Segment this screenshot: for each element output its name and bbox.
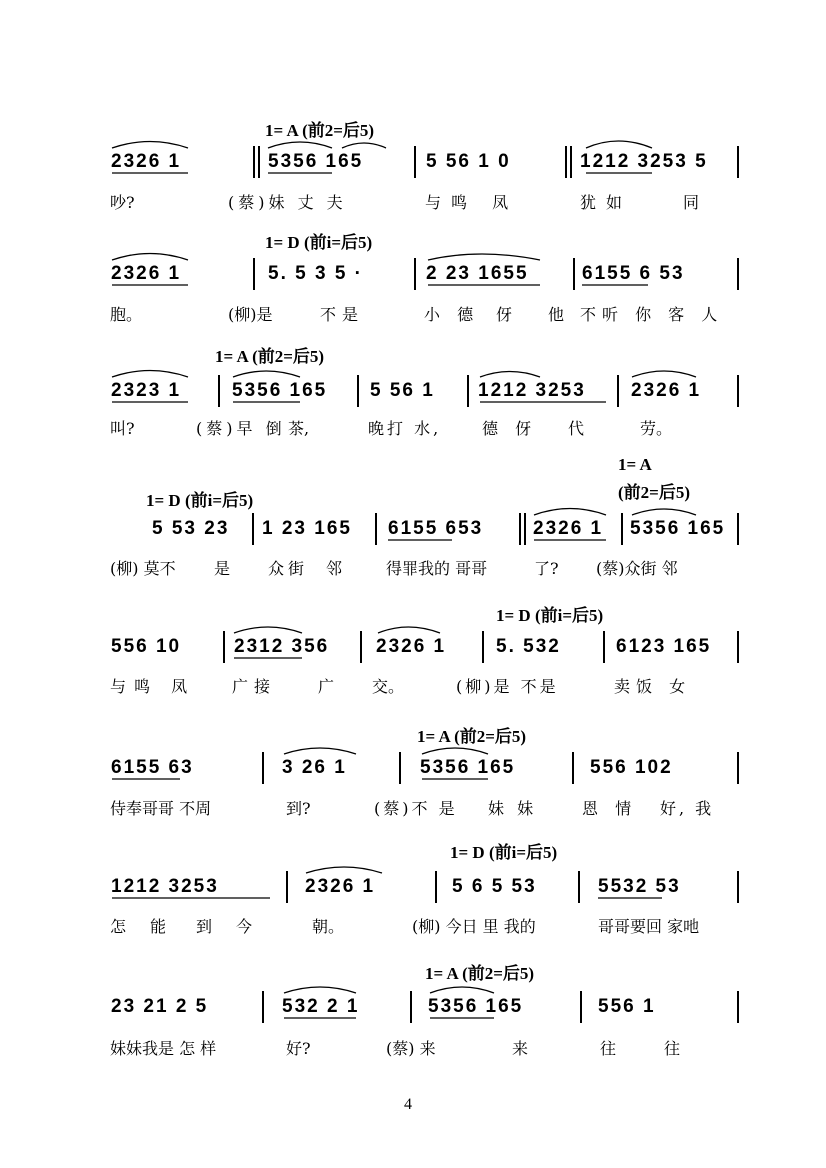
note-segment: 5356 165 — [428, 996, 524, 1017]
note-segment: 6155 63 — [111, 757, 194, 778]
note-segment: 1212 3253 — [478, 380, 586, 401]
lyric-line: (柳) 今日 里 我的 — [412, 917, 536, 936]
page-number: 4 — [404, 1096, 412, 1113]
note-segment: 2326 1 — [376, 636, 447, 657]
lyric-line: 与鸣 凤 — [110, 677, 196, 696]
lyric-line: 能 — [150, 917, 167, 936]
lyric-line: 今 — [236, 917, 253, 936]
note-segment: 6155 6 53 — [582, 263, 685, 284]
lyric-line: 好, 我 — [660, 799, 715, 818]
note-segment: 5 56 1 — [370, 380, 435, 401]
lyric-line: 同 — [683, 193, 700, 212]
lyric-line: 邻 — [326, 559, 343, 578]
lyric-line: 侍奉哥哥 不周 — [110, 799, 212, 818]
note-segment: 5 6 5 53 — [452, 876, 537, 897]
note-segment: 5. 532 — [496, 636, 561, 657]
lyric-line: 是 — [214, 559, 231, 578]
lyric-line: 恩 情 — [582, 799, 638, 818]
lyric-line: 与鸣 凤 — [425, 193, 519, 212]
key-signature: (前2=后5) — [618, 483, 691, 502]
lyric-line: 劳。 — [640, 419, 673, 438]
note-segment: 556 10 — [111, 636, 182, 657]
lyric-line: 哥哥要回 家吔 — [598, 917, 700, 936]
lyric-line: 妹 妹 — [488, 799, 538, 818]
lyric-line: 广 — [318, 677, 335, 696]
key-signature: 1= D (前i=后5) — [450, 843, 558, 862]
lyric-line: 小 德 — [424, 305, 480, 324]
lyric-line: 往 — [600, 1039, 617, 1058]
lyric-line: 得罪我的 哥哥 — [386, 559, 488, 578]
note-segment: 1212 3253 — [111, 876, 219, 897]
lyric-line: (蔡) 来 — [386, 1039, 436, 1058]
note-segment: 5356 165 — [630, 518, 726, 539]
lyric-line: 交。 — [372, 677, 405, 696]
key-signature: 1= D (前i=后5) — [265, 233, 373, 252]
lyric-line: 好? — [286, 1039, 311, 1058]
note-segment: 5 56 1 0 — [426, 151, 511, 172]
lyric-line: 伢 — [496, 305, 513, 324]
note-segment: 5 53 23 — [152, 518, 230, 539]
lyric-line: 广接 — [232, 677, 277, 696]
key-signature: 1= A (前2=后5) — [417, 727, 527, 746]
lyric-line: (蔡)妹 丈 夫 — [228, 193, 347, 212]
note-segment: 5356 165 — [420, 757, 516, 778]
note-segment: 5356 165 — [232, 380, 328, 401]
lyric-line: 众街 — [268, 559, 309, 578]
note-segment: 2312 356 — [234, 636, 330, 657]
lyric-line: 胞。 — [110, 305, 143, 324]
lyric-line: 妹妹我是 怎 样 — [110, 1039, 217, 1058]
lyric-line: 不是 — [320, 305, 365, 324]
note-segment: 2323 1 — [111, 380, 182, 401]
lyric-line: 犹如 — [580, 193, 633, 212]
lyric-line: 卖饭 女 — [614, 677, 692, 696]
note-segment: 1212 3253 5 — [580, 151, 708, 172]
key-signature: 1= D (前i=后5) — [496, 606, 604, 625]
lyric-line: 怎 — [110, 917, 127, 936]
note-segment: 1 23 165 — [262, 518, 352, 539]
note-segment: 2326 1 — [111, 263, 182, 284]
lyric-line: (蔡)不 是 — [374, 799, 458, 818]
lyric-line: (柳)是 — [228, 305, 273, 324]
note-segment: 6123 165 — [616, 636, 712, 657]
lyric-line: 代 — [568, 419, 585, 438]
lyric-line: 到? — [286, 799, 311, 818]
lyric-line: 到 — [196, 917, 213, 936]
note-segment: 5. 5 3 5 · — [268, 263, 363, 284]
lyric-line: 德 伢 — [482, 419, 538, 438]
key-signature: 1= A (前2=后5) — [265, 121, 375, 140]
lyric-line: (柳)是 不是 — [456, 677, 559, 696]
note-segment: 556 1 — [598, 996, 656, 1017]
lyric-line: (蔡)早 倒 — [196, 419, 286, 438]
lyric-line: 了? — [534, 559, 559, 578]
key-signature: 1= A (前2=后5) — [215, 347, 325, 366]
lyric-line: (蔡)众街 邻 — [596, 559, 678, 578]
lyric-line: 往 — [664, 1039, 681, 1058]
lyric-line: 不听 你 客 人 — [580, 305, 724, 324]
note-segment: 2326 1 — [533, 518, 604, 539]
note-segment: 556 102 — [590, 757, 673, 778]
key-signature: 1= A — [618, 455, 652, 474]
note-segment: 3 26 1 — [282, 757, 347, 778]
note-segment: 23 21 2 5 — [111, 996, 209, 1017]
lyric-line: 茶, — [288, 419, 310, 438]
lyric-line: 他 — [548, 305, 565, 324]
note-segment: 6155 653 — [388, 518, 484, 539]
note-segment: 5532 53 — [598, 876, 681, 897]
lyric-line: (柳) 莫不 — [110, 559, 176, 578]
note-segment: 2326 1 — [305, 876, 376, 897]
lyric-line: 叫? — [110, 419, 135, 438]
lyric-line: 晚打 水, — [368, 419, 442, 438]
lyric-line: 来 — [512, 1039, 529, 1058]
note-segment: 532 2 1 — [282, 996, 360, 1017]
note-segment: 5356 165 — [268, 151, 364, 172]
lyric-line: 吵? — [110, 193, 135, 212]
key-signature: 1= D (前i=后5) — [146, 491, 254, 510]
note-segment: 2326 1 — [631, 380, 702, 401]
note-segment: 2326 1 — [111, 151, 182, 172]
lyric-line: 朝。 — [312, 917, 345, 936]
key-signature: 1= A (前2=后5) — [425, 964, 535, 983]
note-segment: 2 23 1655 — [426, 263, 529, 284]
